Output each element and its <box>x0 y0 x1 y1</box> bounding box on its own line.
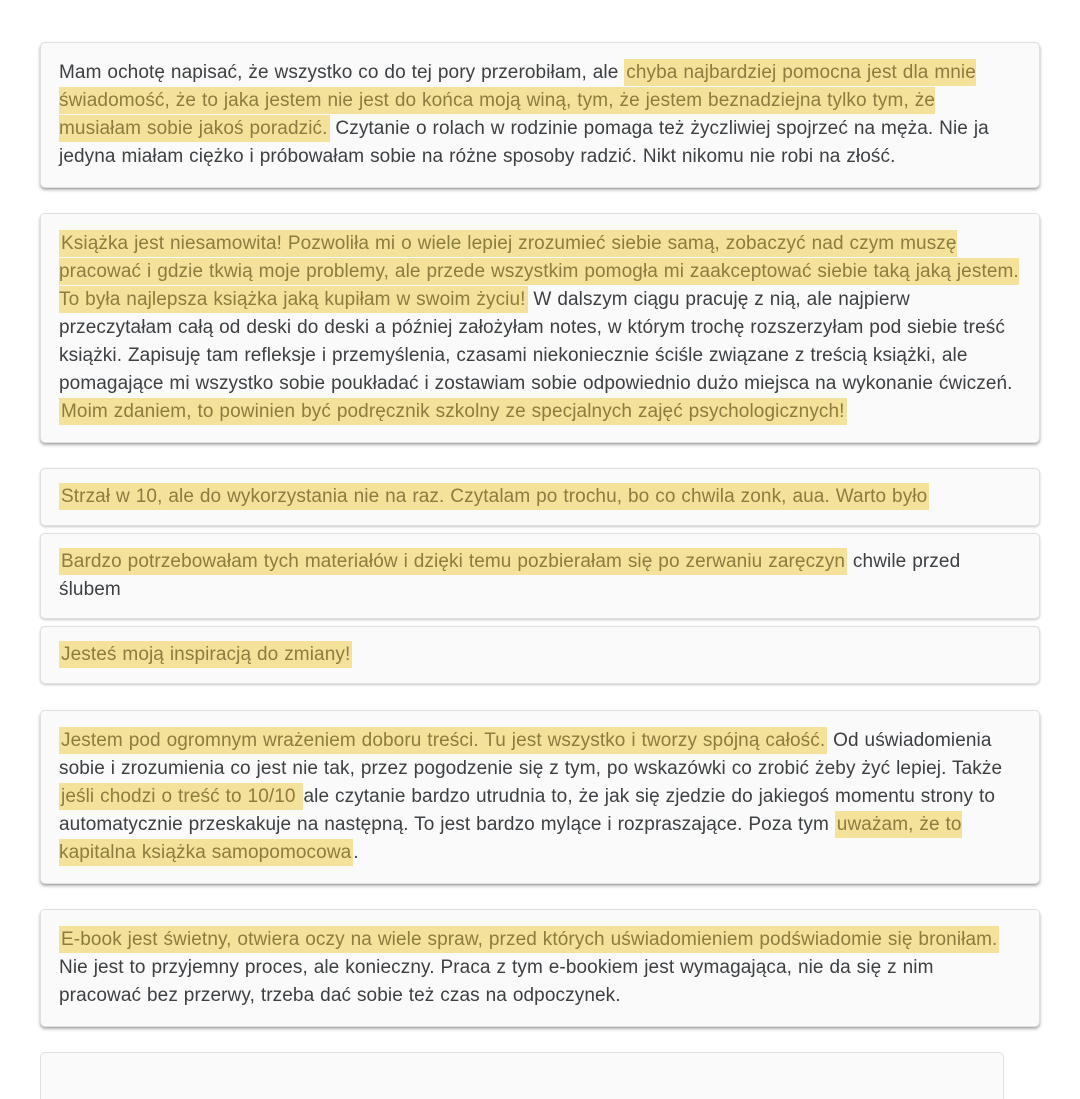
review-text: Nie jest to przyjemny proces, ale konieczny. Praca z tym e-bookiem jest wymagająca, nie da się z nim pracować bez przerwy, trzeba dać sobie też czas na odpoczynek. <box>59 957 934 1006</box>
review-text: Czytanie o rolach w rodzinie pomaga też życzliwiej spojrzeć na męża. Nie ja jedyna miałam ciężko i próbowałam sobie na różne sposoby radzić. Nikt nikomu nie robi na złość. <box>59 118 989 167</box>
highlighted-review-text: Strzał w 10, ale do wykorzystania nie na raz. Czytalam po trochu, bo co chwila zonk, aua. Warto było <box>59 483 929 510</box>
next-card-partial <box>40 1052 1004 1099</box>
review-card-3a <box>40 468 1040 526</box>
review-card-5 <box>40 909 1040 1027</box>
highlighted-review-text: Moim zdaniem, to powinien być podręcznik szkolny ze specjalnych zajęć psychologicznych! <box>59 398 847 425</box>
highlighted-review-text: jeśli chodzi o treść to 10/10 <box>59 783 303 810</box>
review-card-1 <box>40 42 1040 188</box>
highlighted-review-text: E-book jest świetny, otwiera oczy na wiele spraw, przed których uświadomieniem podświadomie się broniłam. <box>59 926 999 953</box>
highlighted-review-text: uważam, że to kapitalna książka samopomocowa <box>59 811 962 866</box>
highlighted-review-text: Książka jest niesamowita! Pozwoliła mi o wiele lepiej zrozumieć siebie samą, zobaczyć nad czym muszę pracować i gdzie tkwią moje problemy, ale przede wszystkim pomogła mi zaakceptować siebie taką jaką jestem. To była najlepsza książka jaką kupiłam w swoim życiu! <box>59 230 1019 313</box>
highlighted-review-text: Jesteś moją inspiracją do zmiany! <box>59 641 352 668</box>
review-card-3c <box>40 626 1040 684</box>
review-card-4 <box>40 710 1040 884</box>
highlighted-review-text: chyba najbardziej pomocna jest dla mnie świadomość, że to jaka jestem nie jest do końca moją winą, tym, że jestem beznadziejna tylko tym, że musiałam sobie jakoś poradzić. <box>59 59 976 142</box>
review-text: chwile przed ślubem <box>59 551 961 600</box>
review-card-group <box>40 468 1040 684</box>
highlighted-review-text: Bardzo potrzebowałam tych materiałów i dzięki temu pozbierałam się po zerwaniu zaręczyn <box>59 548 847 575</box>
review-text: ale czytanie bardzo utrudnia to, że jak się zjedzie do jakiegoś momentu strony to automatycznie przeskakuje na następną. To jest bardzo mylące i rozpraszające. Poza tym <box>59 786 996 835</box>
review-text: . <box>353 842 359 863</box>
review-text: Mam ochotę napisać, że wszystko co do tej pory przerobiłam, ale <box>59 62 625 83</box>
review-card-3b <box>40 533 1040 619</box>
highlighted-review-text: Jestem pod ogromnym wrażeniem doboru treści. Tu jest wszystko i tworzy spójną całość. <box>59 727 827 754</box>
review-text: Od uświadomienia sobie i zrozumienia co jest nie tak, przez pogodzenie się z tym, po wskazówki co zrobić żeby żyć lepiej. Także <box>59 730 1003 779</box>
review-text: W dalszym ciągu pracuję z nią, ale najpierw przeczytałam całą od deski do deski a później założyłam notes, w którym trochę rozszerzyłam pod siebie treść książki. Zapisuję tam refleksje i przemyślenia, czasami niekoniecznie ściśle związane z treścią książki, ale pomagające mi wszystko sobie poukładać i zostawiam sobie odpowiednio dużo miejsca na wykonanie ćwiczeń. <box>59 289 1013 394</box>
review-card-2 <box>40 213 1040 443</box>
